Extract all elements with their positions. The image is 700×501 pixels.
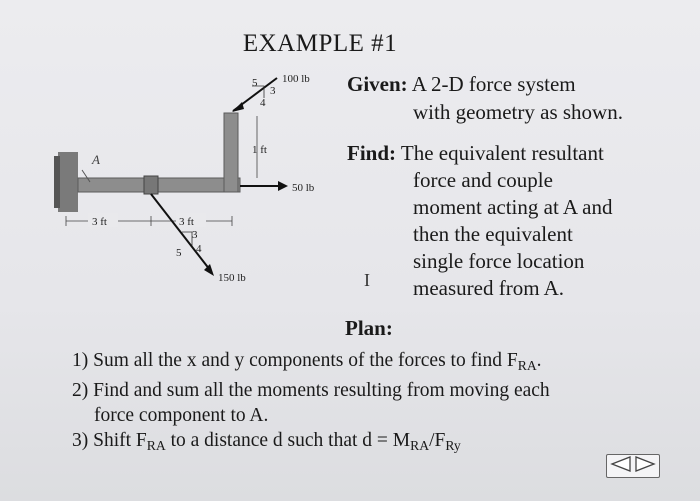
text-cursor-icon: I: [364, 270, 370, 290]
force-100lb-label: 100 lb: [282, 73, 310, 85]
find-line2: force and couple: [413, 168, 553, 192]
wall-support: [58, 152, 78, 212]
find-label: Find:: [347, 141, 397, 165]
dim-mid-3ft: 3 ft: [179, 216, 194, 228]
plan-heading: Plan:: [345, 316, 393, 340]
next-arrow-icon[interactable]: [634, 456, 656, 477]
point-a-label: A: [92, 152, 100, 167]
plan-step-3: 3) Shift $F_{RA}$ to a distance d such that $d = M_{RA}/F_{Ry}$: [72, 430, 461, 454]
given-block: [347, 70, 623, 126]
find-line6: measured from A.: [413, 276, 565, 300]
slope-bottom-3: 3: [192, 229, 198, 241]
dim-1ft: 1 ft: [252, 144, 267, 156]
given-line1: A 2-D force system: [411, 72, 576, 96]
force-50lb-label: 50 lb: [292, 182, 315, 194]
plan-step-2: 2) Find and sum all the moments resulting from moving each: [72, 380, 550, 402]
slope-top-4: 4: [260, 97, 266, 109]
plan-list: [72, 348, 642, 458]
slope-top-3: 3: [270, 85, 276, 97]
slide-nav: [606, 454, 660, 478]
find-line1: The equivalent resultant: [400, 141, 604, 165]
force-diagram: [52, 60, 342, 300]
horizontal-beam: [78, 178, 240, 192]
find-block: [347, 140, 612, 302]
find-line3: moment acting at A and: [413, 195, 613, 219]
plan-step-2-cont: force component to A.: [94, 405, 269, 427]
slide-title: EXAMPLE #1: [242, 30, 398, 57]
slope-bottom-5: 5: [176, 247, 182, 259]
slope-bottom-4: 4: [196, 243, 202, 255]
prev-arrow-icon[interactable]: [610, 456, 632, 477]
plan-step-1: 1) Sum all the x and y components of the forces to find $F_{RA}$.: [72, 350, 542, 374]
given-label: Given:: [347, 72, 408, 96]
slope-top-5: 5: [252, 77, 258, 89]
given-line2: with geometry as shown.: [413, 100, 623, 124]
joint: [144, 176, 158, 194]
vertical-post: [224, 113, 238, 192]
find-line5: single force location: [413, 249, 585, 273]
force-150lb-label: 150 lb: [218, 272, 246, 284]
find-line4: then the equivalent: [413, 222, 573, 246]
dim-left-3ft: 3 ft: [92, 216, 107, 228]
